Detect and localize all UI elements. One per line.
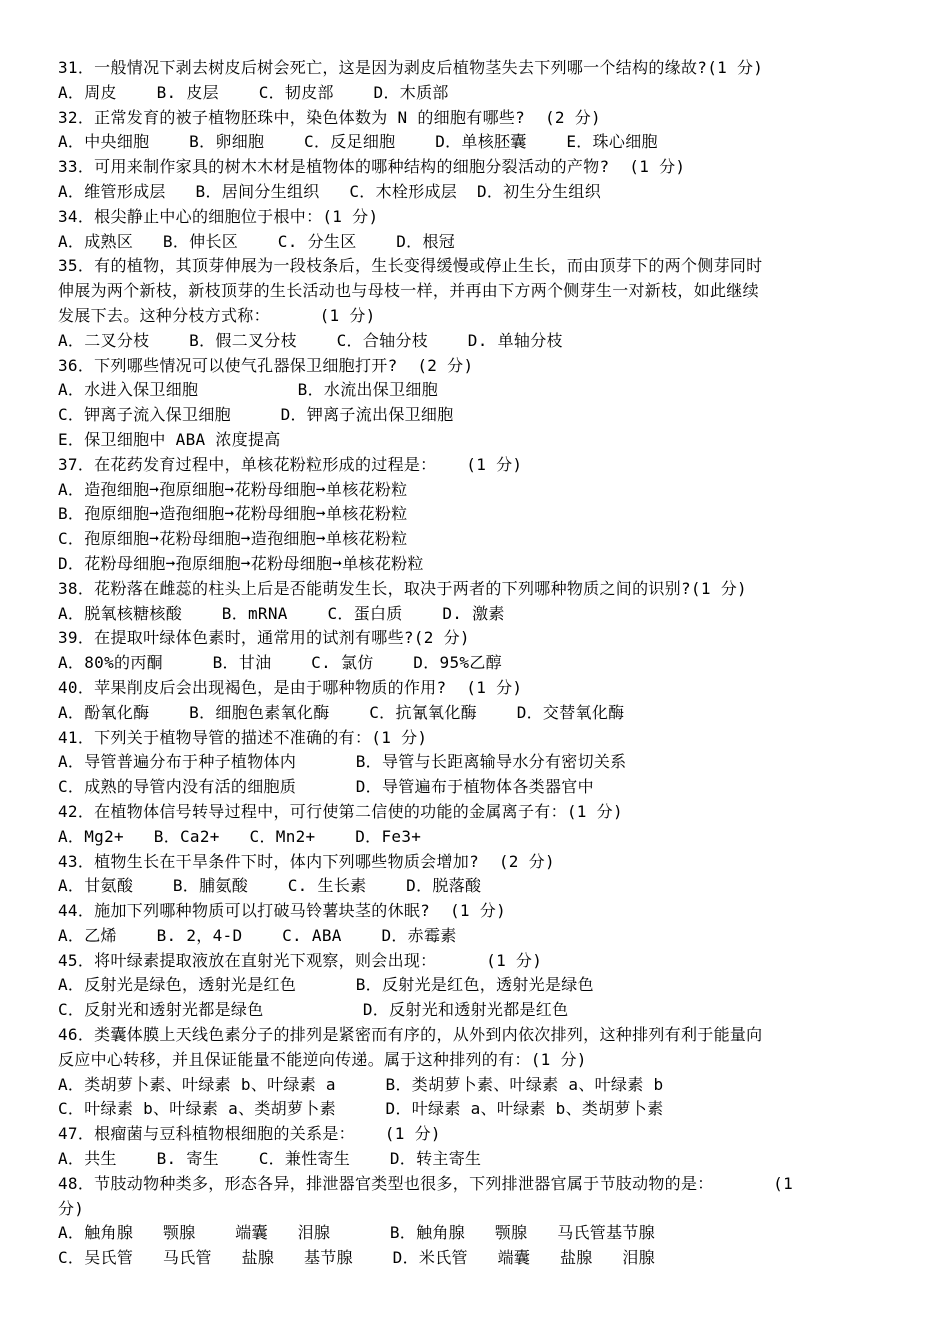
question-text: 33．可用来制作家具的树木木材是植物体的哪种结构的细胞分裂活动的产物? (1 分) <box>58 157 686 177</box>
question-text: 43．植物生长在干旱条件下时，体内下列哪些物质会增加? (2 分) <box>58 851 555 871</box>
question-47 <box>58 1122 898 1172</box>
question-text: 38．花粉落在雌蕊的柱头上后是否能萌发生长，取决于两者的下列哪种物质之间的识别?(1 分) <box>58 578 747 598</box>
exam-page <box>58 56 898 1271</box>
answer-options: C．成熟的导管内没有活的细胞质 D．导管遍布于植物体各类器官中 <box>58 777 594 797</box>
answer-options: A．触角腺 颚腺 端囊 泪腺 B．触角腺 颚腺 马氏管基节腺 <box>58 1223 655 1243</box>
answer-options: E．保卫细胞中 ABA 浓度提高 <box>58 429 281 449</box>
answer-options: A．周皮 B. 皮层 C．韧皮部 D．木质部 <box>58 82 449 102</box>
question-32 <box>58 106 898 156</box>
question-text: 34．根尖静止中心的细胞位于根中：(1 分) <box>58 206 379 226</box>
answer-options: A．维管形成层 B．居间分生组织 C．木栓形成层 D．初生分生组织 <box>58 181 601 201</box>
question-text: 伸展为两个新枝，新枝顶芽的生长活动也与母枝一样，并再由下方两个侧芽生一对新枝，如此继续 <box>58 281 759 301</box>
question-text: 47．根瘤菌与豆科植物根细胞的关系是： (1 分) <box>58 1124 441 1144</box>
question-34 <box>58 205 898 255</box>
question-39 <box>58 626 898 676</box>
question-46 <box>58 1023 898 1122</box>
question-33 <box>58 155 898 205</box>
question-41 <box>58 726 898 800</box>
answer-options: D．花粉母细胞➞孢原细胞➞花粉母细胞➞单核花粉粒 <box>58 553 424 573</box>
answer-options: C．吴氏管 马氏管 盐腺 基节腺 D．米氏管 端囊 盐腺 泪腺 <box>58 1248 655 1268</box>
answer-options: A．反射光是绿色，透射光是红色 B．反射光是红色，透射光是绿色 <box>58 975 594 995</box>
question-text: 44．施加下列哪种物质可以打破马铃薯块茎的休眠? (1 分) <box>58 901 506 921</box>
answer-options: C．叶绿素 b、叶绿素 a、类胡萝卜素 D．叶绿素 a、叶绿素 b、类胡萝卜素 <box>58 1099 664 1119</box>
question-text: 反应中心转移，并且保证能量不能逆向传递。属于这种排列的有：(1 分) <box>58 1049 587 1069</box>
answer-options: A．甘氨酸 B．脯氨酸 C. 生长素 D．脱落酸 <box>58 876 482 896</box>
answer-options: A．类胡萝卜素、叶绿素 b、叶绿素 a B．类胡萝卜素、叶绿素 a、叶绿素 b <box>58 1074 664 1094</box>
question-45 <box>58 949 898 1023</box>
question-43 <box>58 850 898 900</box>
answer-options: A．脱氧核糖核酸 B．mRNA C．蛋白质 D. 激素 <box>58 603 505 623</box>
question-text: 31．一般情况下剥去树皮后树会死亡，这是因为剥皮后植物茎失去下列哪一个结构的缘故?(1 分) <box>58 58 764 77</box>
answer-options: A．乙烯 B. 2，4-D C. ABA D．赤霉素 <box>58 925 457 945</box>
question-text: 39．在提取叶绿体色素时，通常用的试剂有哪些?(2 分) <box>58 628 470 648</box>
answer-options: A．造孢细胞➞孢原细胞➞花粉母细胞➞单核花粉粒 <box>58 479 408 499</box>
question-35 <box>58 254 898 353</box>
answer-options: C．反射光和透射光都是绿色 D．反射光和透射光都是红色 <box>58 1000 569 1020</box>
answer-options: A．酚氧化酶 B．细胞色素氧化酶 C．抗氰氧化酶 D．交替氧化酶 <box>58 702 625 722</box>
question-text: 41．下列关于植物导管的描述不准确的有：(1 分) <box>58 727 428 747</box>
answer-options: A．水进入保卫细胞 B．水流出保卫细胞 <box>58 380 438 400</box>
question-text: 发展下去。这种分枝方式称： (1 分) <box>58 305 376 325</box>
question-48 <box>58 1172 898 1271</box>
question-text: 40．苹果削皮后会出现褐色，是由于哪种物质的作用? (1 分) <box>58 677 523 697</box>
answer-options: C．孢原细胞➞花粉母细胞➞造孢细胞➞单核花粉粒 <box>58 529 408 549</box>
question-42 <box>58 800 898 850</box>
answer-options: A．二叉分枝 B．假二叉分枝 C．合轴分枝 D. 单轴分枝 <box>58 330 563 350</box>
question-text: 36．下列哪些情况可以使气孔器保卫细胞打开? (2 分) <box>58 355 474 375</box>
answer-options: A．中央细胞 B．卵细胞 C．反足细胞 D．单核胚囊 E．珠心细胞 <box>58 132 658 152</box>
answer-options: A．共生 B. 寄生 C．兼性寄生 D．转主寄生 <box>58 1149 482 1169</box>
question-44 <box>58 899 898 949</box>
answer-options: A．成熟区 B．伸长区 C. 分生区 D．根冠 <box>58 231 456 251</box>
question-text: 32．正常发育的被子植物胚珠中，染色体数为 N 的细胞有哪些? (2 分) <box>58 107 601 127</box>
answer-options: A．80%的丙酮 B．甘油 C. 氯仿 D．95%乙醇 <box>58 653 502 673</box>
question-36 <box>58 354 898 453</box>
question-31 <box>58 56 898 106</box>
answer-options: B．孢原细胞➞造孢细胞➞花粉母细胞➞单核花粉粒 <box>58 504 408 524</box>
question-text: 42．在植物体信号转导过程中，可行使第二信使的功能的金属离子有：(1 分) <box>58 801 623 821</box>
question-text: 35．有的植物，其顶芽伸展为一段枝条后，生长变得缓慢或停止生长，而由顶芽下的两个侧芽同时 <box>58 256 763 276</box>
question-text: 46．类囊体膜上天线色素分子的排列是紧密而有序的，从外到内依次排列，这种排列有利于能量向 <box>58 1025 763 1045</box>
question-38 <box>58 577 898 627</box>
answer-options: C．钾离子流入保卫细胞 D．钾离子流出保卫细胞 <box>58 405 454 425</box>
question-40 <box>58 676 898 726</box>
question-37 <box>58 453 898 577</box>
question-text: 45．将叶绿素提取液放在直射光下观察，则会出现： (1 分) <box>58 950 543 970</box>
question-text: 37．在花药发育过程中，单核花粉粒形成的过程是： (1 分) <box>58 454 523 474</box>
answer-options: A．导管普遍分布于种子植物体内 B．导管与长距离输导水分有密切关系 <box>58 752 627 772</box>
answer-options: A．Mg2+ B．Ca2+ C．Mn2+ D．Fe3+ <box>58 826 422 846</box>
question-text: 分) <box>58 1198 85 1218</box>
question-text: 48．节肢动物种类多，形态各异，排泄器官类型也很多，下列排泄器官属于节肢动物的是： (1 <box>58 1173 794 1193</box>
